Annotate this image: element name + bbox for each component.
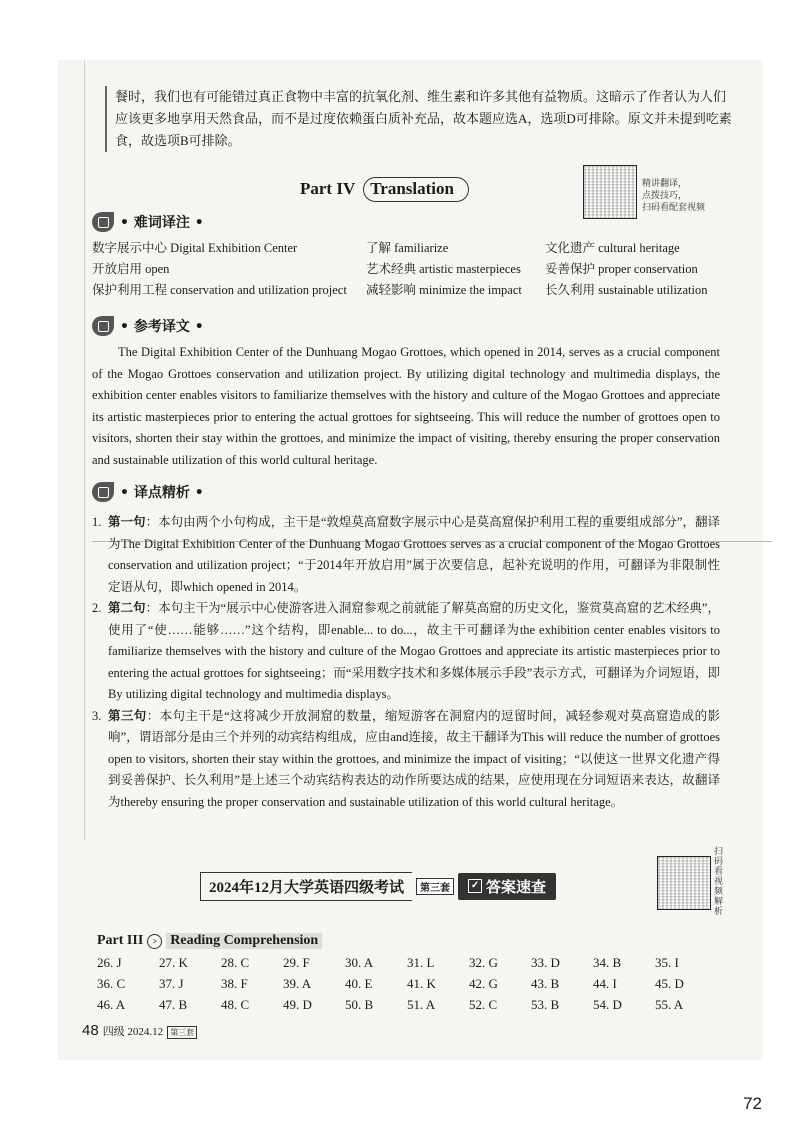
notebook-icon: [92, 212, 114, 232]
point-body: [108, 598, 720, 706]
part-iv-title-pill: [363, 177, 469, 202]
answer-cell: 30. A: [345, 955, 374, 970]
answer-cell: 49. D: [283, 997, 312, 1012]
footer-tag: 第三套: [167, 1026, 197, 1039]
analysis-point: [92, 598, 720, 706]
answer-row: [97, 976, 717, 997]
footer-page-number: 48: [82, 1022, 99, 1039]
reference-label-text: • 参考译文 •: [120, 319, 204, 335]
answer-cell: 52. C: [469, 997, 498, 1012]
answer-cell: 36. C: [97, 976, 126, 991]
answer-cell: 29. F: [283, 955, 310, 970]
answer-grid: [97, 955, 717, 1018]
qr-vertical-caption: 扫码看视频解析: [712, 846, 722, 916]
answer-cell: 35. I: [655, 955, 679, 970]
answer-row: [97, 955, 717, 976]
vocab-column-3: [545, 238, 707, 301]
analysis-points: [92, 512, 720, 813]
answer-cell: 41. K: [407, 976, 436, 991]
note-text: 餐时，我们也有可能错过真正食物中丰富的抗氧化剂、维生素和许多其他有益物质。这暗示了作者认为人们应该更多地享用天然食品，而不是过度依赖蛋白质补充品，故本题应选A，选项D可排除。原文并未提到吃素食，故选项B可排除。: [115, 89, 732, 148]
analysis-section-label: [92, 482, 204, 502]
answer-key-badge-text: 答案速查: [486, 879, 547, 896]
vocab-column-1: [92, 238, 347, 301]
answer-cell: 31. L: [407, 955, 435, 970]
qr-code-icon[interactable]: [657, 856, 711, 910]
answer-cell: 53. B: [531, 997, 560, 1012]
answer-cell: 48. C: [221, 997, 250, 1012]
point-text: ：本句主干为“展示中心使游客进入洞窟参观之前就能了解莫高窟的历史文化，鉴赏莫高窟的艺术经典”，使用了“使……能够……”这个结构，即enable... to do...，故主干可翻译为the exhibition center enables visitors to familiarize themselves with the history and culture of the Mogao Grottoes and appreciate its artistic masterpieces prior to entering the actual grottoes for sightseeing；而“采用数字技术和多媒体展示手段”表示方式，可翻译为介词短语，即By utilizing digital technology and multimedia displays。: [108, 601, 720, 701]
answer-cell: 55. A: [655, 997, 684, 1012]
answer-key-badge: [458, 873, 556, 900]
answer-cell: 32. G: [469, 955, 498, 970]
qr-caption-line: 扫码看配套视频: [642, 203, 706, 213]
answer-cell: 47. B: [159, 997, 188, 1012]
reference-section-label: [92, 316, 204, 336]
answer-cell: 54. D: [593, 997, 622, 1012]
answer-cell: 43. B: [531, 976, 560, 991]
point-number: 1.: [92, 515, 102, 529]
margin-rule: [84, 60, 85, 840]
qr-code-icon[interactable]: [583, 165, 637, 219]
previous-answer-note: [105, 86, 735, 152]
point-text: ：本句主干是“这将减少开放洞窟的数量，缩短游客在洞窟内的逗留时间，减轻参观对莫高窟造成的影响”，谓语部分是由三个并列的动宾结构组成，应由and连接，故主干翻译为This will reduce the number of grottoes open to visitors, shorten their stay within the grottoes, and minimize the impact of visiting；“以使这一世界文化遗产得到妥善保护、长久利用”是上述三个动宾结构表达的动作所要达成的结果，应使用现在分词短语来表达，故翻译为thereby ensuring the proper conservation and sustainable utilization of this world cultural heritage。: [108, 708, 720, 809]
book-icon: [92, 316, 114, 336]
part-iii-title: Reading Comprehension: [166, 933, 322, 949]
answer-key-main-title: 2024年12月大学英语四级考试: [200, 872, 412, 901]
answer-cell: 39. A: [283, 976, 312, 991]
answer-cell: 26. J: [97, 955, 122, 970]
answer-cell: 34. B: [593, 955, 622, 970]
answer-cell: 45. D: [655, 976, 684, 991]
checkbox-icon: ✓: [468, 879, 482, 893]
answer-cell: 40. E: [345, 976, 373, 991]
vocab-item: 数字展示中心 Digital Exhibition Center: [92, 241, 298, 255]
vocab-item: 文化遗产 cultural heritage: [545, 241, 680, 255]
answer-cell: 33. D: [531, 955, 560, 970]
answer-key-title: [200, 872, 556, 900]
point-number: 2.: [92, 601, 102, 615]
point-head: 第一句: [108, 515, 146, 529]
answer-cell: 46. A: [97, 997, 126, 1012]
answer-cell: 50. B: [345, 997, 374, 1012]
vocab-column-2: [366, 238, 522, 301]
page-number: 72: [743, 1094, 762, 1113]
vocab-item: 长久利用 sustainable utilization: [545, 283, 708, 297]
vocab-item: 开放启用 open: [92, 262, 170, 276]
qr-caption-line: 精讲翻译，: [642, 179, 688, 189]
point-head: 第二句: [108, 601, 146, 615]
vocab-item: 减轻影响 minimize the impact: [366, 283, 522, 297]
page-footer: [82, 1022, 197, 1039]
analysis-label-text: • 译点精析 •: [120, 485, 204, 501]
vocab-item: 艺术经典 artistic masterpieces: [366, 262, 521, 276]
vocab-label-text: • 难词译注 •: [120, 215, 204, 231]
part-iv-number: Part IV: [300, 179, 356, 198]
qr-caption: [642, 178, 705, 214]
answer-cell: 27. K: [159, 955, 188, 970]
answer-cell: 38. F: [221, 976, 248, 991]
reference-translation: The Digital Exhibition Center of the Dunhuang Mogao Grottoes, which opened in 2014, serves as a crucial component of the Mogao Grottoes conservation and utilization project. By utilizing digital technology and multimedia displays, the exhibition center enables visitors to familiarize themselves with the history and culture of the Mogao Grottoes and appreciate its artistic masterpieces prior to entering the actual grottoes for sightseeing. This will reduce the number of grottoes open to visitors, shorten their stay within the grottoes, and minimize the impact of visiting, thereby ensuring the proper conservation and sustainable utilization of this world cultural heritage.: [92, 345, 720, 467]
footer-text: 四级 2024.12: [102, 1026, 164, 1038]
point-text: ：本句由两个小句构成，主干是“敦煌莫高窟数字展示中心是莫高窟保护利用工程的重要组成部分”，翻译为The Digital Exhibition Center of the Dunhuang Mogao Grottoes serves as a crucial component of the Mogao Grottoes conservation and utilization project；“于2014年开放启用”属于次要信息，起补充说明的作用，可翻译为非限制性定语从句，即which opened in 2014。: [108, 515, 720, 594]
part-iv-header: [300, 176, 469, 202]
answer-cell: 37. J: [159, 976, 184, 991]
vocab-section-label: [92, 212, 204, 232]
answer-cell: 28. C: [221, 955, 250, 970]
analysis-point: [92, 706, 720, 814]
point-body: [108, 706, 720, 814]
part-iii-number: Part III: [97, 933, 144, 948]
point-number: 3.: [92, 708, 102, 723]
answer-row: [97, 997, 717, 1018]
arrow-circle-icon: >: [147, 934, 162, 949]
answer-cell: 42. G: [469, 976, 498, 991]
answer-cell: 51. A: [407, 997, 436, 1012]
qr-caption-line: 点拨技巧，: [642, 191, 688, 201]
analysis-point: [92, 512, 720, 598]
answer-cell: 44. I: [593, 976, 617, 991]
image-icon: [92, 482, 114, 502]
answer-key-set-tag: 第三套: [416, 878, 454, 895]
vocab-item: 妥善保护 proper conservation: [545, 262, 698, 276]
point-head: 第三句: [108, 708, 147, 723]
part-iii-header: [97, 933, 322, 949]
point-body: [108, 512, 720, 598]
vocab-item: 了解 familiarize: [366, 241, 449, 255]
vocab-item: 保护利用工程 conservation and utilization project: [92, 283, 347, 297]
part-iv-title: Translation: [370, 178, 454, 198]
